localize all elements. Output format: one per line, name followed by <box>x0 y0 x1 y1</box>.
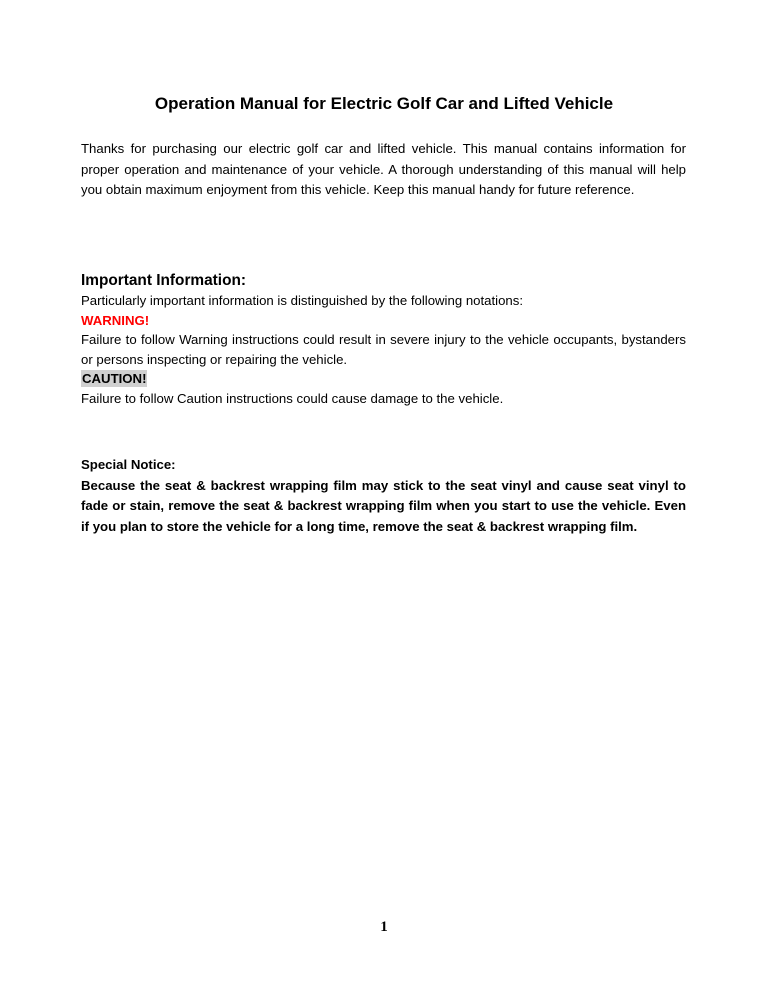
intro-paragraph: Thanks for purchasing our electric golf car and lifted vehicle. This manual contains information for proper operation and maintenance of your vehicle. A thorough understanding of this manual will help you obtain maximum enjoyment from this vehicle. Keep this manual handy for future reference. <box>81 141 686 197</box>
important-information-section <box>81 291 686 409</box>
caution-label: CAUTION! <box>82 371 147 387</box>
page-number: 1 <box>380 919 388 935</box>
special-notice-text: Because the seat & backrest wrapping film may stick to the seat vinyl and cause seat vinyl to fade or stain, remove the seat & backrest wrapping film when you start to use the vehicle. Even if you plan to store the vehicle for a long time, remove the seat & backrest wrapping film. <box>81 477 686 534</box>
warning-text: Failure to follow Warning instructions could result in severe injury to the vehicle occupants, bystanders or persons inspecting or repairing the vehicle. <box>81 332 686 367</box>
warning-label: WARNING! <box>81 312 150 328</box>
caution-text: Failure to follow Caution instructions could cause damage to the vehicle. <box>81 390 504 406</box>
important-information-heading: Important Information: <box>81 272 247 289</box>
special-notice-section <box>81 455 686 537</box>
special-notice-heading: Special Notice: <box>81 457 176 472</box>
notation-lead-text: Particularly important information is distinguished by the following notations: <box>81 293 524 308</box>
document-title: Operation Manual for Electric Golf Car and Lifted Vehicle <box>154 94 614 113</box>
